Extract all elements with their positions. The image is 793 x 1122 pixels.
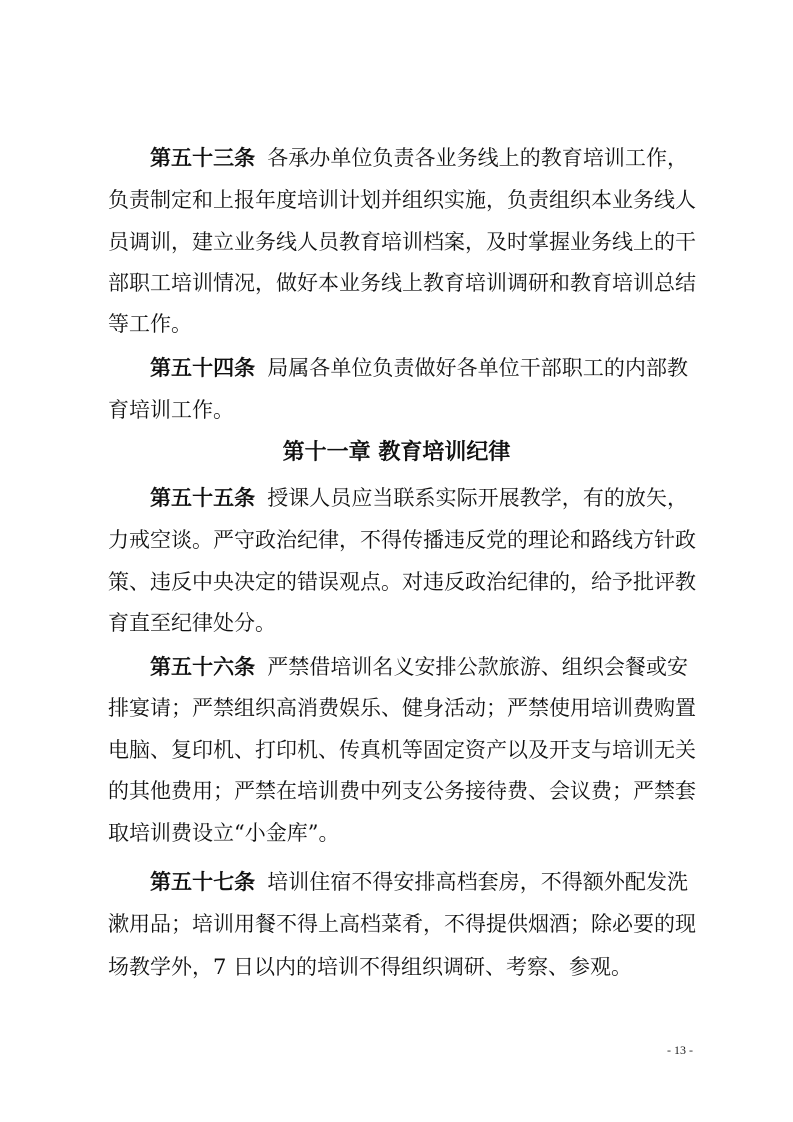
article-label: 第五十六条: [150, 655, 256, 679]
article-label: 第五十四条: [150, 356, 256, 380]
article-line: 育培训工作。: [108, 398, 234, 422]
article-line: [150, 348, 688, 388]
article-line: 排宴请；严禁组织高消费娱乐、健身活动；严禁使用培训费购置: [108, 696, 696, 720]
article-line: [150, 138, 688, 178]
article-line: 漱用品；培训用餐不得上高档菜肴，不得提供烟酒；除必要的现: [108, 912, 696, 936]
article-text: 培训住宿不得安排高档套房，不得额外配发洗: [267, 870, 689, 894]
chapter-heading: 第十一章 教育培训纪律: [282, 440, 511, 465]
article-text: 各承办单位负责各业务线上的教育培训工作，: [267, 146, 689, 170]
article-text: 授课人员应当联系实际开展教学，有的放矢，: [267, 486, 689, 510]
article-label: 第五十七条: [150, 870, 256, 894]
article-line: 等工作。: [108, 312, 192, 336]
article-line: [150, 478, 688, 518]
article-line: 员调训，建立业务线人员教育培训档案，及时掌握业务线上的干: [108, 230, 696, 254]
article-label: 第五十三条: [150, 146, 256, 170]
article-line: 策、违反中央决定的错误观点。对违反政治纪律的，给予批评教: [108, 570, 696, 594]
article-line: 负责制定和上报年度培训计划并组织实施，负责组织本业务线人: [108, 188, 696, 212]
article-label: 第五十五条: [150, 486, 256, 510]
article-line: [150, 862, 688, 902]
page-number: - 13 -: [667, 1043, 693, 1057]
article-line: [150, 647, 688, 687]
article-line: 场教学外，7 日以内的培训不得组织调研、考察、参观。: [108, 955, 633, 979]
article-line: 电脑、复印机、打印机、传真机等固定资产以及开支与培训无关: [108, 738, 696, 762]
article-line: 取培训费设立“小金库”。: [108, 821, 340, 845]
article-line: 的其他费用；严禁在培训费中列支公务接待费、会议费；严禁套: [108, 779, 696, 803]
article-line: 育直至纪律处分。: [108, 611, 276, 635]
article-text: 严禁借培训名义安排公款旅游、组织会餐或安: [267, 655, 689, 679]
article-line: 部职工培训情况，做好本业务线上教育培训调研和教育培训总结: [108, 271, 696, 295]
article-text: 局属各单位负责做好各单位干部职工的内部教: [267, 356, 689, 380]
article-line: 力戒空谈。严守政治纪律，不得传播违反党的理论和路线方针政: [108, 528, 696, 552]
